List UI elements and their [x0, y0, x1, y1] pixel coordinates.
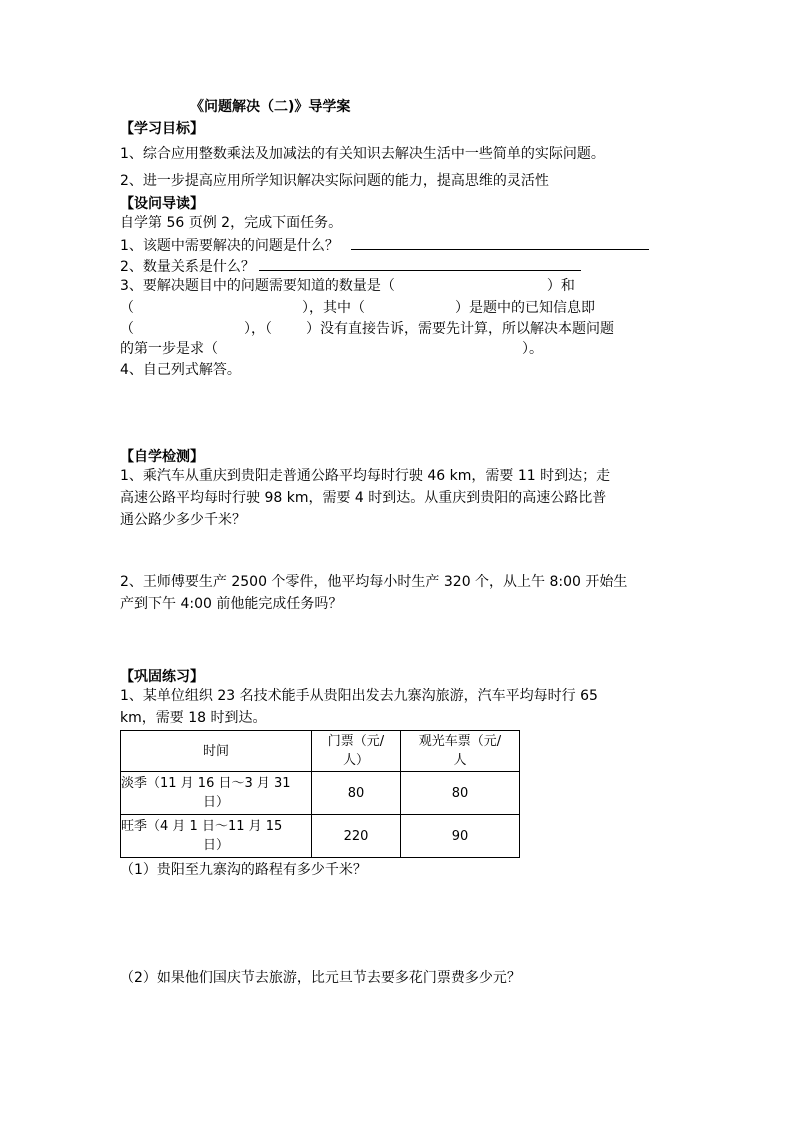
- selfcheck-problem-1-line-1: 1、乘汽车从重庆到贵阳走普通公路平均每时行驶 46 km，需要 11 时到达；走: [120, 468, 611, 484]
- guide-intro: 自学第 56 页例 2，完成下面任务。: [120, 215, 343, 231]
- guide-question-2-text: 2、数量关系是什么？: [120, 259, 255, 275]
- selfcheck-problem-2-line-2: 产到下午 4:00 前他能完成任务吗？: [120, 596, 343, 612]
- q3-text-c: （: [120, 300, 134, 316]
- q3-text-g: ），（: [244, 321, 272, 337]
- q3-text-a: 3、要解决题目中的问题需要知道的数量是（: [120, 278, 395, 294]
- row-low-season: [121, 772, 312, 815]
- practice-heading: 【巩固练习】: [120, 669, 204, 685]
- page-title: 《问题解决（二)》导学案: [190, 99, 351, 115]
- header-shuttle: [401, 731, 520, 772]
- guide-question-3-line-3: [120, 319, 614, 339]
- low-season-ticket: 80: [312, 772, 401, 815]
- peak-season-shuttle: 90: [401, 815, 520, 858]
- q3-text-f: （: [120, 321, 134, 337]
- practice-problem-1-line-2: km，需要 18 时到达。: [120, 710, 267, 726]
- header-shuttle-line-1: 观光车票（元/: [418, 734, 502, 749]
- q3-text-b: ）和: [546, 278, 575, 294]
- peak-season-line-2: 日）: [202, 838, 229, 853]
- header-ticket-line-1: 门票（元/: [327, 734, 385, 749]
- q3-text-e: ）是题中的已知信息即: [455, 300, 595, 316]
- practice-problem-1-line-1: 1、某单位组织 23 名技术能手从贵阳出发去九寨沟旅游，汽车平均每时行 65: [120, 688, 598, 704]
- q3-text-d: ），其中（: [302, 300, 365, 316]
- selfcheck-problem-1-line-3: 通公路少多少千米？: [120, 512, 246, 528]
- header-ticket-line-2: 人）: [342, 753, 369, 768]
- selfcheck-problem-2-line-1: 2、王师傅要生产 2500 个零件，他平均每小时生产 320 个，从上午 8:00 开始生: [120, 574, 628, 590]
- table-header-row: [121, 731, 520, 772]
- ticket-price-table: [120, 730, 520, 858]
- peak-season-ticket: 220: [312, 815, 401, 858]
- guide-heading: 【设问导读】: [120, 196, 204, 212]
- guide-question-4: 4、自己列式解答。: [120, 362, 241, 378]
- practice-subquestion-1: （1）贵阳至九寨沟的路程有多少千米？: [120, 862, 367, 878]
- table-row: [121, 815, 520, 858]
- q3-text-h: ）没有直接告诉，需要先计算，所以解决本题问题: [306, 321, 614, 337]
- guide-question-3-line-2: [120, 298, 595, 318]
- header-time: 时间: [121, 731, 312, 772]
- header-shuttle-line-2: 人: [453, 753, 467, 768]
- selfcheck-problem-1-line-2: 高速公路平均每时行驶 98 km，需要 4 时到达。从重庆到贵阳的高速公路比普: [120, 490, 607, 506]
- header-ticket: [312, 731, 401, 772]
- answer-line-1[interactable]: [351, 235, 649, 250]
- goal-item-1: 1、综合应用整数乘法及加减法的有关知识去解决生活中一些简单的实际问题。: [120, 146, 605, 162]
- low-season-line-2: 日）: [202, 795, 229, 810]
- practice-subquestion-2: （2）如果他们国庆节去旅游，比元旦节去要多花门票费多少元？: [120, 970, 521, 986]
- row-peak-season: [121, 815, 312, 858]
- goals-heading: 【学习目标】: [120, 121, 204, 137]
- guide-question-1-text: 1、该题中需要解决的问题是什么？: [120, 238, 339, 254]
- q3-text-j: ）。: [522, 341, 543, 357]
- peak-season-line-1: 旺季（4 月 1 日～11 月 15: [121, 819, 283, 834]
- guide-question-1: [120, 235, 649, 256]
- selfcheck-heading: 【自学检测】: [120, 449, 204, 465]
- table-row: [121, 772, 520, 815]
- answer-line-2[interactable]: [259, 256, 581, 271]
- q3-text-i: 的第一步是求（: [120, 341, 218, 357]
- low-season-shuttle: 80: [401, 772, 520, 815]
- guide-question-3-line-1: [120, 276, 575, 296]
- goal-item-2: 2、进一步提高应用所学知识解决实际问题的能力，提高思维的灵活性: [120, 173, 549, 189]
- low-season-line-1: 淡季（11 月 16 日～3 月 31: [121, 776, 291, 791]
- guide-question-3-line-4: [120, 339, 543, 359]
- guide-question-2: [120, 256, 581, 277]
